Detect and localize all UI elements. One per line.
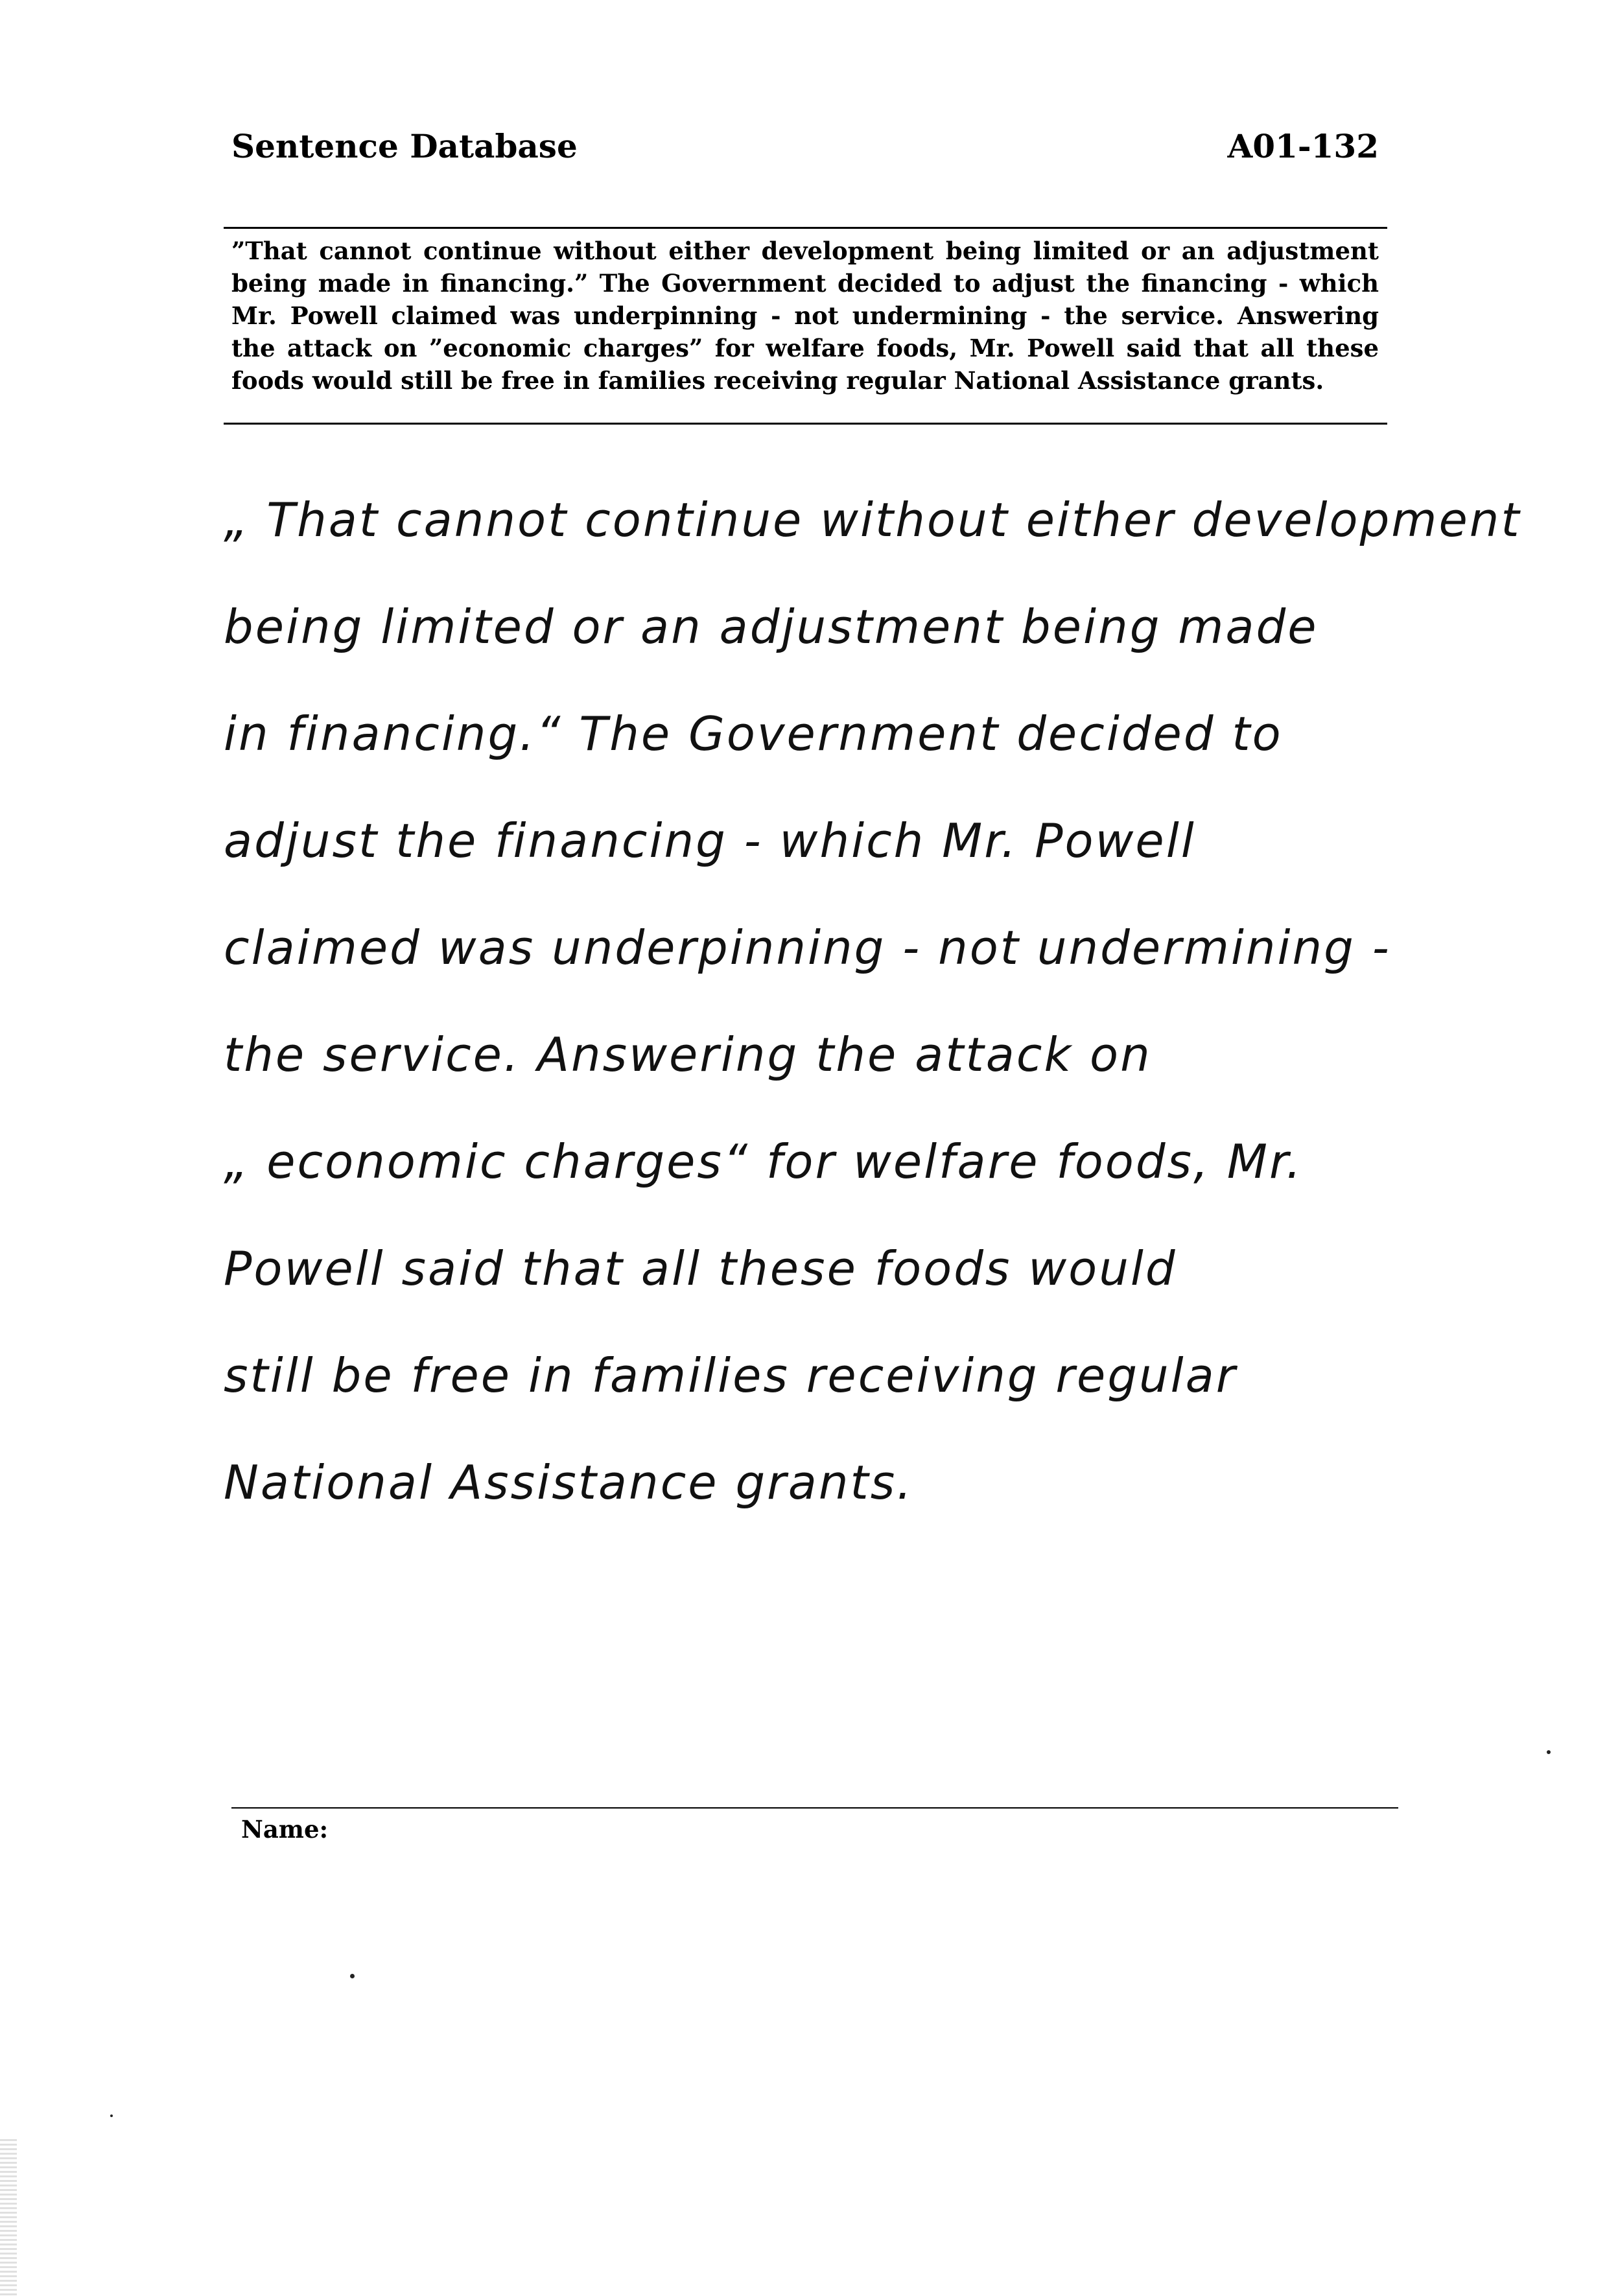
page-title: Sentence Database xyxy=(231,127,578,165)
handwritten-text xyxy=(224,467,1527,1536)
scan-edge xyxy=(0,2139,17,2296)
top-rule xyxy=(224,227,1387,229)
middle-rule xyxy=(224,423,1387,425)
name-label: Name: xyxy=(241,1815,329,1844)
printed-line: being made in financing.” The Government decided to adjust the financing - which xyxy=(231,269,1379,298)
handwritten-line: the service. Answering the attack on xyxy=(224,1027,1152,1082)
bottom-rule xyxy=(231,1807,1398,1809)
handwritten-line: claimed was underpinning - not undermining - xyxy=(224,920,1391,975)
handwritten-line: being limited or an adjustment being made xyxy=(224,600,1319,654)
speck-mark xyxy=(110,2114,113,2117)
printed-line: ”That cannot continue without either development being limited or an adjustment xyxy=(231,237,1379,265)
speck-mark xyxy=(1547,1750,1551,1754)
handwritten-line: adjust the financing - which Mr. Powell xyxy=(224,814,1196,868)
printed-text xyxy=(231,235,1379,397)
printed-line: the attack on ”economic charges” for welfare foods, Mr. Powell said that all these xyxy=(231,334,1379,362)
handwritten-line: National Assistance grants. xyxy=(224,1455,914,1510)
header xyxy=(231,127,1379,165)
speck-mark xyxy=(350,1974,355,1978)
handwritten-line: „ economic charges“ for welfare foods, Mr. xyxy=(224,1134,1303,1189)
handwritten-line: „ That cannot continue without either development xyxy=(224,493,1521,547)
form-id: A01-132 xyxy=(1227,127,1379,165)
handwritten-line: in financing.“ The Government decided to xyxy=(224,707,1283,761)
printed-line: foods would still be free in families receiving regular National Assistance grants. xyxy=(231,366,1324,395)
handwritten-line: Powell said that all these foods would xyxy=(224,1241,1177,1296)
printed-line: Mr. Powell claimed was underpinning - not undermining - the service. Answering xyxy=(231,301,1379,330)
handwritten-line: still be free in families receiving regular xyxy=(224,1348,1238,1403)
